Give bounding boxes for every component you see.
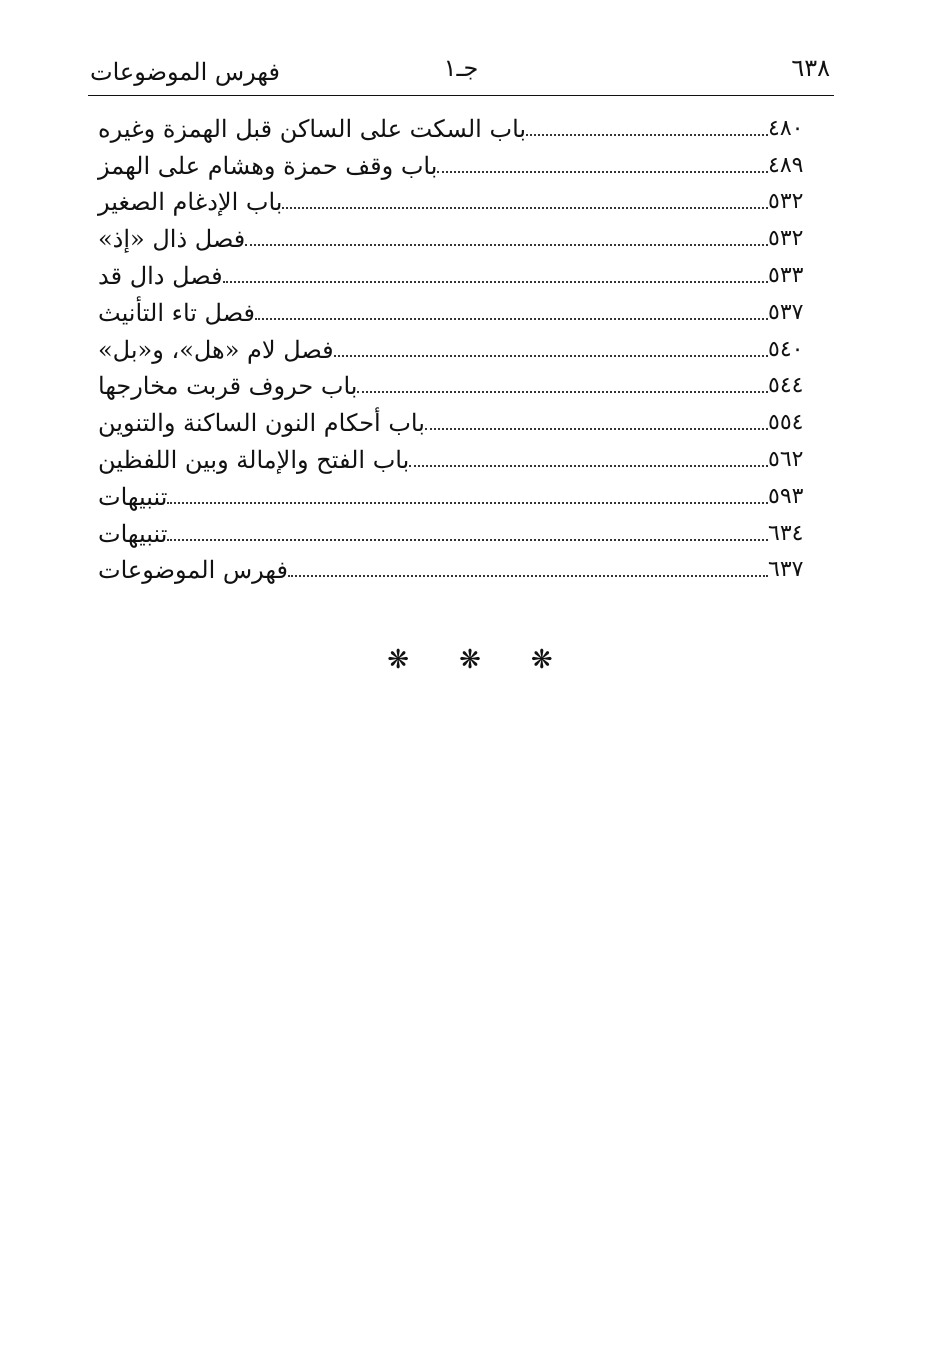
- asterism-icon: ❋: [459, 645, 511, 675]
- toc-entry-page: ٤٨٠: [768, 115, 804, 141]
- toc-entry-page: ٥٥٤: [768, 410, 804, 436]
- toc-entry-page: ٥٣٧: [768, 299, 804, 325]
- toc-entry-title: باب الإدغام الصغير: [98, 188, 283, 217]
- dot-leader: [223, 281, 768, 283]
- toc-entry: [88, 292, 834, 329]
- dot-leader: [167, 502, 768, 504]
- dot-leader: [282, 207, 768, 209]
- toc-entry-title: باب حروف قربت مخارجها: [98, 372, 358, 401]
- toc-entry: [88, 439, 834, 476]
- toc-entry-page: ٦٣٤: [768, 520, 804, 546]
- dot-leader: [357, 391, 768, 393]
- toc-entry-title: تنبيهات: [98, 482, 168, 511]
- toc-entry: [88, 255, 834, 292]
- toc-entry-title: تنبيهات: [98, 519, 168, 548]
- dot-leader: [334, 355, 768, 357]
- toc-entry: [88, 402, 834, 439]
- dot-leader: [167, 539, 768, 541]
- dot-leader: [526, 134, 768, 136]
- toc-entry-title: فصل دال قد: [98, 261, 223, 290]
- dot-leader: [425, 428, 768, 430]
- volume-label: جـ١: [443, 54, 479, 82]
- toc-entry: [88, 329, 834, 366]
- dot-leader: [288, 575, 768, 577]
- toc-entry-title: باب أحكام النون الساكنة والتنوين: [98, 409, 425, 438]
- dot-leader: [245, 244, 768, 246]
- toc-entry-title: فصل لام «هل»، و«بل»: [98, 335, 334, 364]
- toc-entry: [88, 218, 834, 255]
- table-of-contents: [88, 108, 834, 586]
- toc-entry-page: ٥٤٠: [768, 336, 804, 362]
- toc-entry-title: باب وقف حمزة وهشام على الهمز: [98, 151, 438, 180]
- asterism-icon: ❋: [387, 645, 440, 675]
- toc-entry-title: فصل ذال «إذ»: [98, 225, 246, 254]
- toc-entry-page: ٤٨٩: [768, 152, 804, 178]
- toc-entry-page: ٦٣٧: [768, 557, 804, 583]
- toc-entry-title: باب السكت على الساكن قبل الهمزة وغيره: [98, 114, 527, 143]
- toc-entry-page: ٥٦٢: [768, 446, 804, 472]
- toc-entry: [88, 366, 834, 403]
- toc-entry: [88, 108, 834, 145]
- page-number: ٦٣٨: [791, 54, 830, 82]
- header-rule: [88, 95, 834, 96]
- toc-entry: [88, 513, 834, 550]
- toc-entry-title: فهرس الموضوعات: [98, 556, 288, 585]
- dot-leader: [255, 318, 768, 320]
- toc-entry: [88, 476, 834, 513]
- toc-entry-page: ٥٣٣: [768, 262, 804, 288]
- toc-entry-page: ٥٣٢: [768, 226, 804, 252]
- dot-leader: [437, 171, 768, 173]
- dot-leader: [409, 465, 768, 467]
- end-ornament: [0, 645, 940, 675]
- toc-entry: [88, 145, 834, 182]
- running-title: فهرس الموضوعات: [90, 58, 280, 86]
- toc-entry-title: باب الفتح والإمالة وبين اللفظين: [98, 445, 410, 474]
- asterism-icon: ❋: [530, 645, 583, 675]
- toc-entry: [88, 550, 834, 587]
- toc-entry-title: فصل تاء التأنيث: [98, 298, 256, 327]
- page-header: [88, 52, 834, 92]
- toc-entry-page: ٥٣٢: [768, 189, 804, 215]
- toc-entry-page: ٥٤٤: [768, 373, 804, 399]
- toc-entry-page: ٥٩٣: [768, 483, 804, 509]
- toc-entry: [88, 182, 834, 219]
